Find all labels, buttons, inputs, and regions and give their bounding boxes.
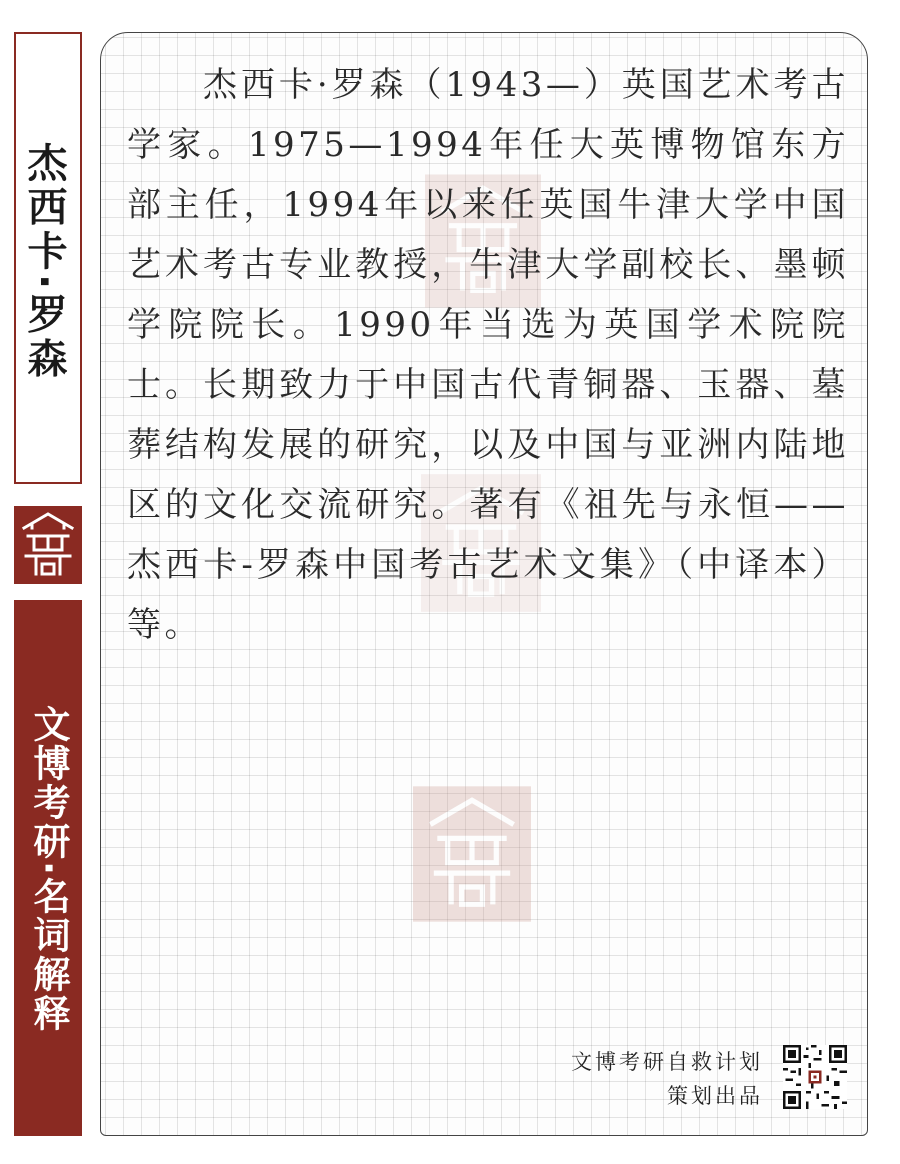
entry-title: 杰西卡·罗森 <box>21 142 67 382</box>
entry-card <box>100 32 868 1136</box>
qr-code-icon <box>783 1045 847 1109</box>
entry-text: 杰西卡·罗森（1943—）英国艺术考古学家。1975—1994年任大英博物馆东方部主任，1994年以来任英国牛津大学中国艺术考古专业教授，牛津大学副校长、墨顿学院院长。1990年当选为英国学术院院士。长期致力于中国古代青铜器、玉器、墓葬结构发展的研究，以及中国与亚洲内陆地区的文化交流研究。著有《祖先与永恒——杰西卡-罗森中国考古艺术文集》（中译本）等。 <box>127 65 849 645</box>
pavilion-seal-icon <box>14 506 82 584</box>
pavilion-watermark-icon <box>413 785 531 923</box>
series-title: 文博考研·名词解释 <box>27 704 70 1034</box>
credits-line-1: 文博考研自救计划 <box>571 1050 763 1074</box>
series-band <box>14 600 82 1136</box>
credits-line-2: 策划出品 <box>667 1084 763 1108</box>
credits <box>571 1045 763 1113</box>
title-box <box>14 32 82 484</box>
